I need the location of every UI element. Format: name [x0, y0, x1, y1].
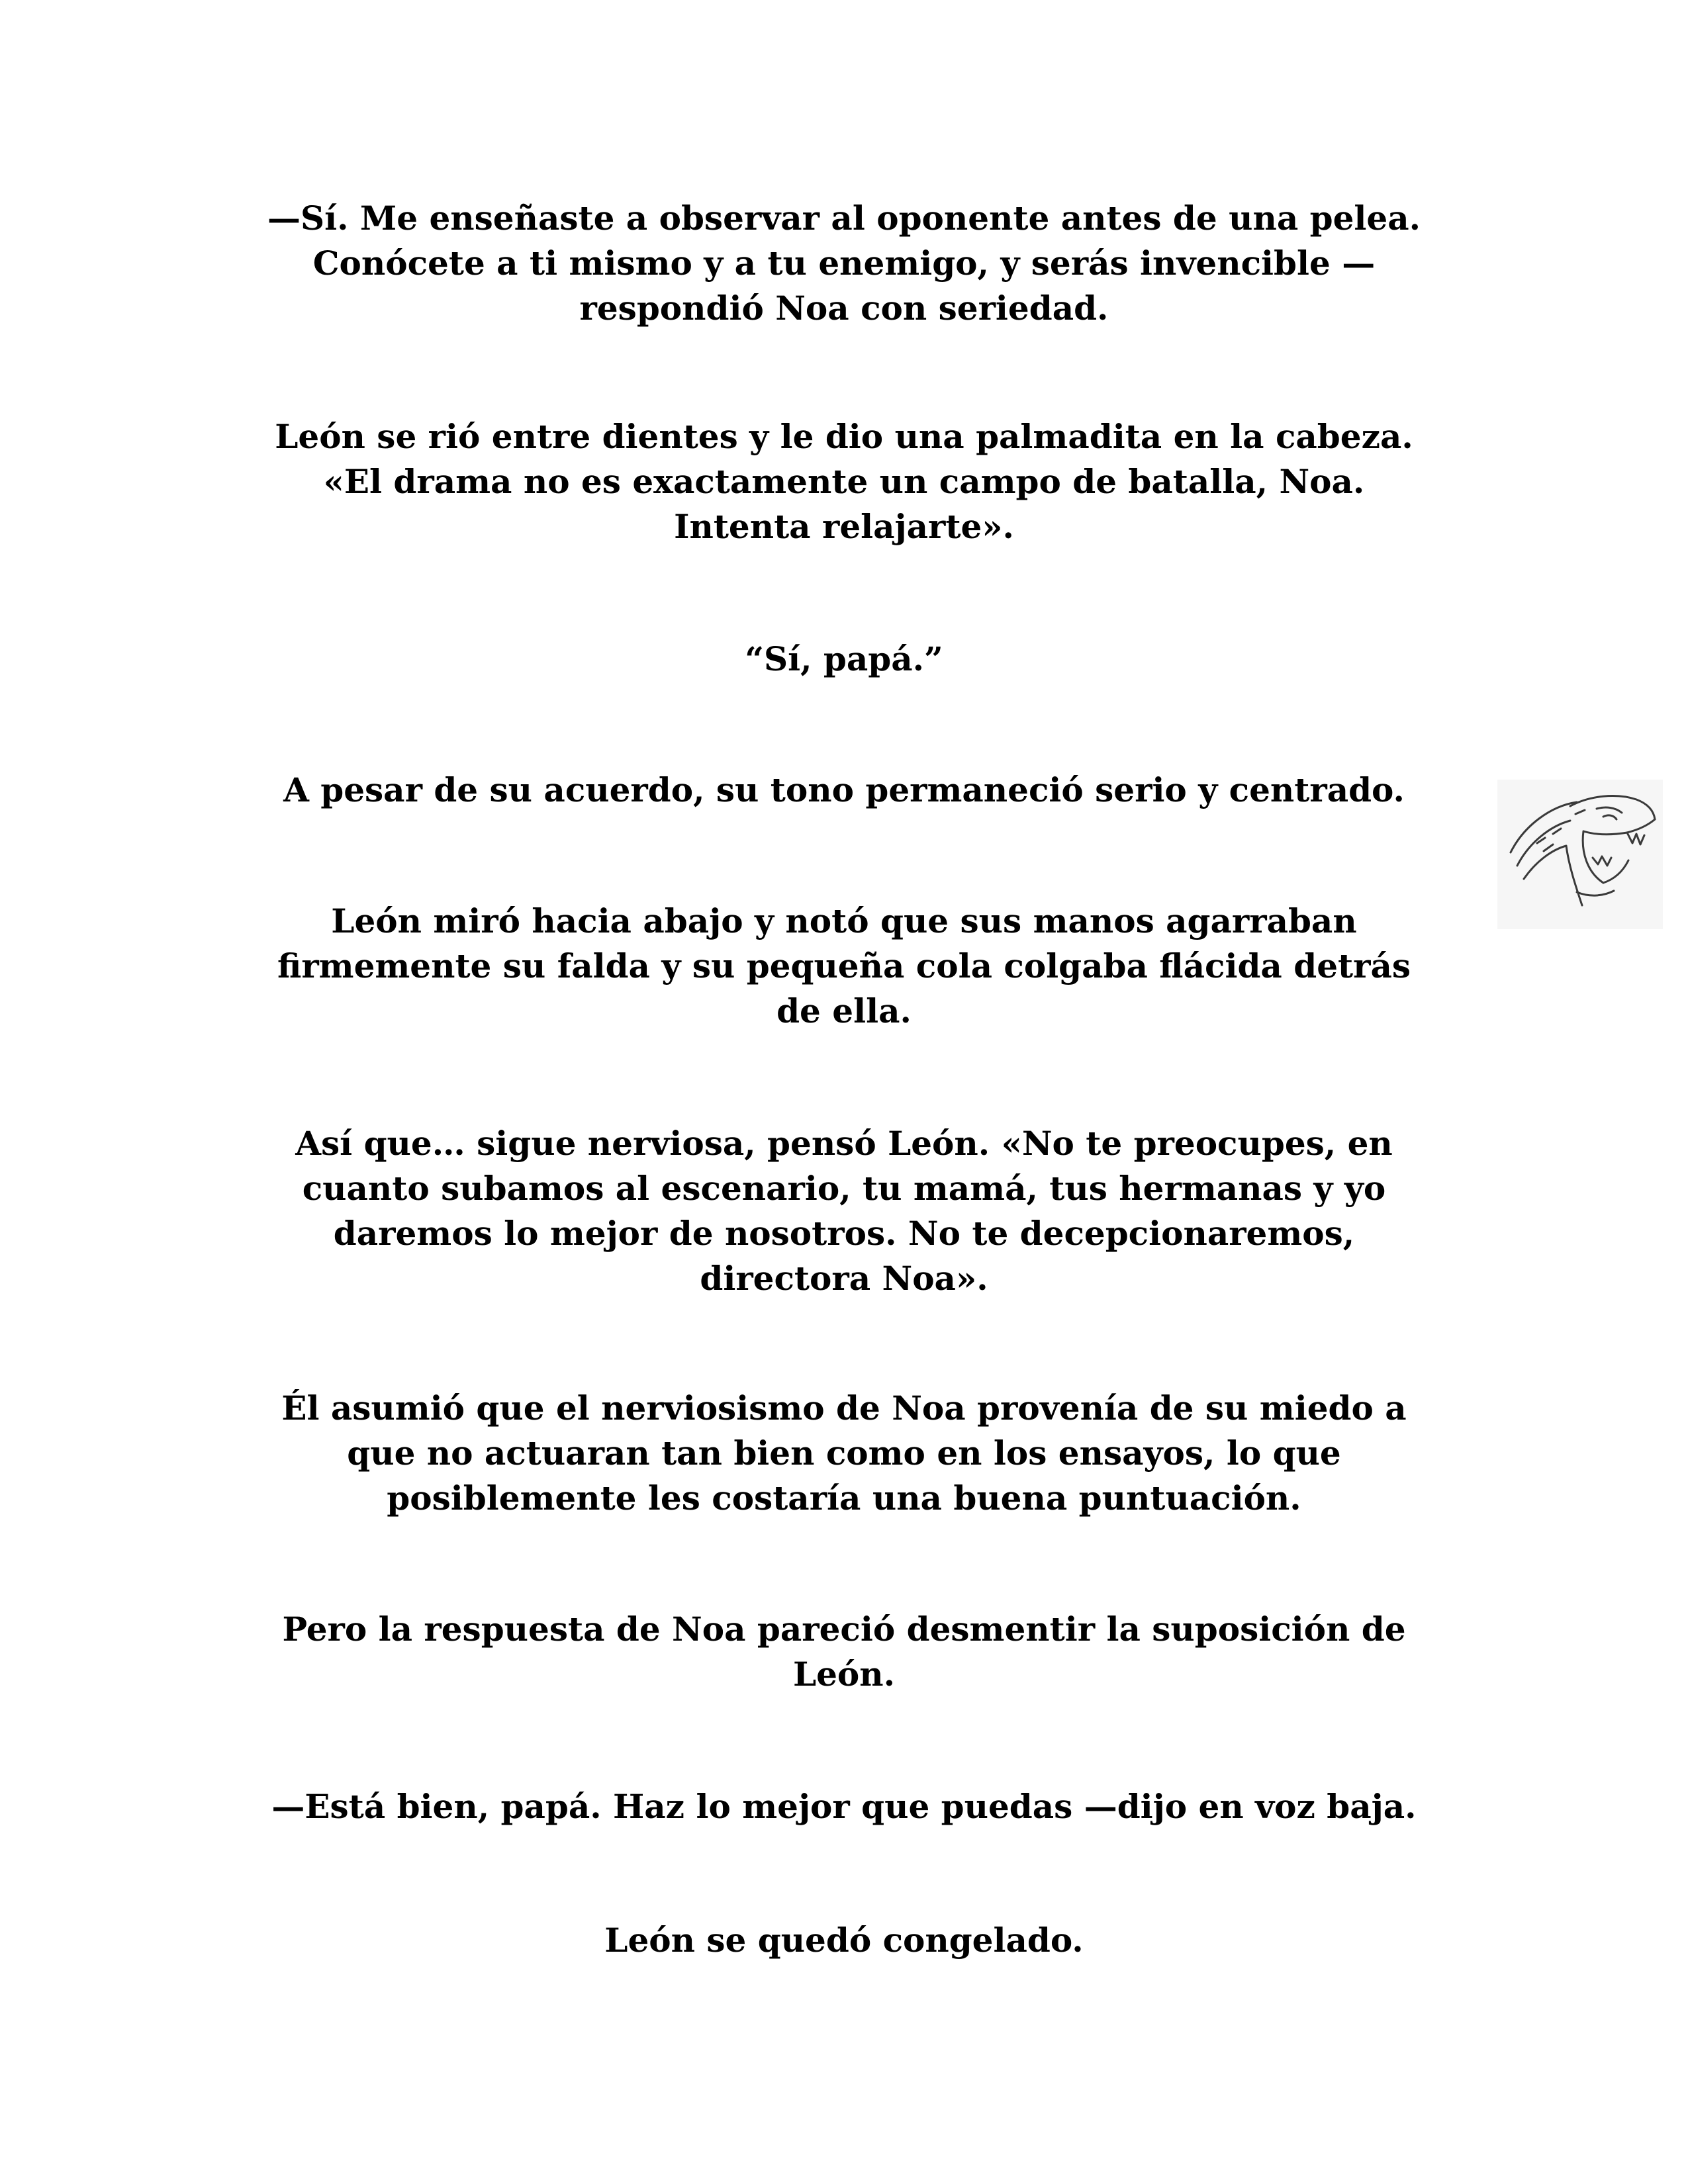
- text-line: Él asumió que el nerviosismo de Noa provenía de su miedo a: [281, 1388, 1407, 1428]
- paragraph-2: [225, 414, 1463, 549]
- paragraph-6: [225, 1121, 1463, 1301]
- text-line: León.: [792, 1655, 896, 1694]
- text-line: Así que… sigue nerviosa, pensó León. «No te preocupes, en: [295, 1124, 1393, 1163]
- text-line: —Sí. Me enseñaste a observar al oponente antes de una pelea.: [267, 199, 1421, 238]
- text-line: Conócete a ti mismo y a tu enemigo, y serás invencible —: [312, 244, 1376, 283]
- paragraph-9: [225, 1784, 1463, 1829]
- text-line: Pero la respuesta de Noa pareció desmentir la suposición de: [282, 1610, 1406, 1649]
- text-line: León se quedó congelado.: [604, 1921, 1084, 1960]
- paragraph-5: [225, 899, 1463, 1034]
- text-line: cuanto subamos al escenario, tu mamá, tus hermanas y yo: [302, 1169, 1386, 1208]
- paragraph-7: [225, 1386, 1463, 1521]
- text-line: A pesar de su acuerdo, su tono permaneció serio y centrado.: [283, 770, 1405, 809]
- text-line: —Está bien, papá. Haz lo mejor que puedas —dijo en voz baja.: [271, 1787, 1417, 1826]
- text-line: de ella.: [776, 991, 912, 1030]
- text-line: «El drama no es exactamente un campo de batalla, Noa.: [323, 462, 1365, 501]
- text-line: posiblemente les costaría una buena puntuación.: [387, 1479, 1301, 1518]
- paragraph-10: [225, 1918, 1463, 1963]
- dinosaur-head-sketch-icon: [1497, 780, 1663, 929]
- text-line: León se rió entre dientes y le dio una palmadita en la cabeza.: [275, 417, 1413, 456]
- text-line: directora Noa».: [700, 1259, 988, 1298]
- text-line: Intenta relajarte».: [674, 507, 1014, 546]
- text-line: que no actuaran tan bien como en los ensayos, lo que: [347, 1433, 1341, 1473]
- paragraph-1: [225, 196, 1463, 331]
- paragraph-4: [225, 768, 1463, 813]
- text-line: firmemente su falda y su pequeña cola colgaba flácida detrás: [277, 946, 1411, 985]
- paragraph-8: [225, 1607, 1463, 1697]
- paragraph-3: [225, 637, 1463, 682]
- text-line: daremos lo mejor de nosotros. No te decepcionaremos,: [333, 1214, 1355, 1253]
- text-line: “Sí, papá.”: [745, 639, 943, 678]
- text-line: León miró hacia abajo y notó que sus manos agarraban: [331, 901, 1357, 940]
- text-line: respondió Noa con seriedad.: [579, 289, 1109, 328]
